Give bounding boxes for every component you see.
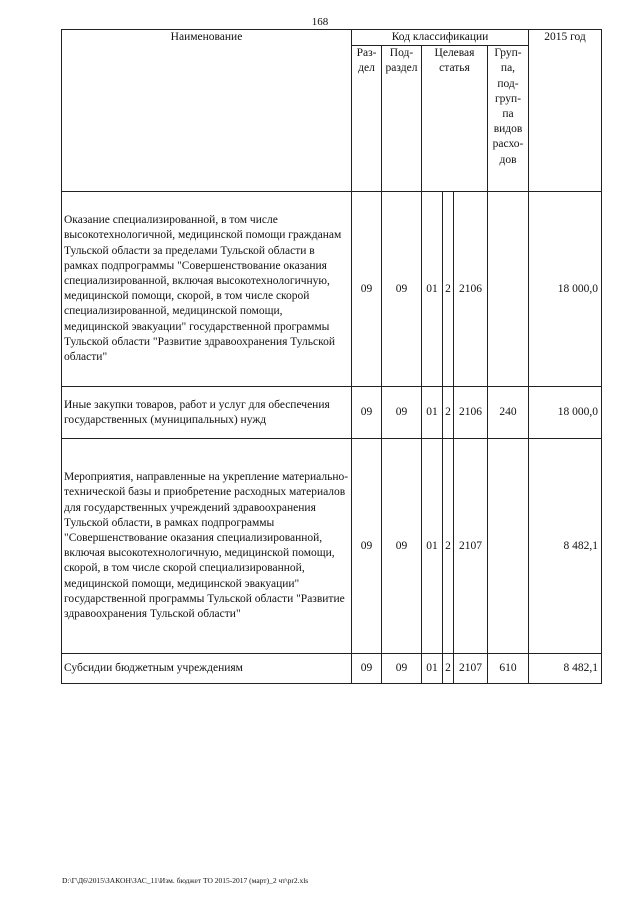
row-podrazdel: 09 <box>382 654 422 684</box>
table-row <box>62 439 602 654</box>
row-cs1: 01 <box>422 439 443 654</box>
table-row <box>62 387 602 439</box>
row-name: Субсидии бюджетным учреждениям <box>62 654 352 684</box>
row-podrazdel: 09 <box>382 387 422 439</box>
row-razdel: 09 <box>352 387 382 439</box>
row-vr: 240 <box>488 387 529 439</box>
row-amount: 8 482,1 <box>529 439 602 654</box>
row-cs3: 2107 <box>454 654 488 684</box>
header-celevaya: Целевая статья <box>422 46 488 192</box>
row-podrazdel: 09 <box>382 192 422 387</box>
row-razdel: 09 <box>352 192 382 387</box>
row-name: Иные закупки товаров, работ и услуг для обеспечения государственных (муниципальных) нужд <box>62 387 352 439</box>
header-classification: Код классификации <box>352 30 529 46</box>
row-razdel: 09 <box>352 654 382 684</box>
row-amount: 8 482,1 <box>529 654 602 684</box>
table-row <box>62 192 602 387</box>
row-razdel: 09 <box>352 439 382 654</box>
row-cs2: 2 <box>443 654 454 684</box>
header-podrazdel: Под- раздел <box>382 46 422 192</box>
row-podrazdel: 09 <box>382 439 422 654</box>
row-cs3: 2106 <box>454 387 488 439</box>
row-cs2: 2 <box>443 387 454 439</box>
row-cs2: 2 <box>443 439 454 654</box>
row-cs1: 01 <box>422 192 443 387</box>
row-amount: 18 000,0 <box>529 387 602 439</box>
row-name: Мероприятия, направленные на укрепление материально-технической базы и приобретение расходных материалов для государственных учреждений здравоохранения Тульской области, в рамках подпрограммы "Совершенствование оказания специализированной, включая высокотехнологичную, медицинской помощи, скорой, в том числе скорой специализированной, медицинской помощи, медицинской эвакуации" государственной программы Тульской области "Развитие здравоохранения Тульской области" <box>62 439 352 654</box>
row-cs3: 2106 <box>454 192 488 387</box>
row-vr <box>488 439 529 654</box>
row-amount: 18 000,0 <box>529 192 602 387</box>
row-cs3: 2107 <box>454 439 488 654</box>
file-path-footer: D:\Г\Д6\2015\ЗАКОН\ЗАС_11\Изм. бюджет ТО 2015-2017 (март)_2 чт\pr2.xls <box>62 876 309 885</box>
row-cs1: 01 <box>422 654 443 684</box>
row-cs1: 01 <box>422 387 443 439</box>
budget-table <box>61 29 602 684</box>
header-gruppa: Груп- па, под- груп- па видов расхо- дов <box>488 46 529 192</box>
header-name: Наименование <box>62 30 352 192</box>
row-cs2: 2 <box>443 192 454 387</box>
row-name: Оказание специализированной, в том числе высокотехнологичной, медицинской помощи гражданам Тульской области за пределами Тульской области в рамках подпрограммы "Совершенствование оказания специализированной, включая высокотехнологичную, медицинской помощи, скорой, в том числе скорой специализированной, медицинской помощи, медицинской эвакуации" государственной программы Тульской области "Развитие здравоохранения Тульской области" <box>62 192 352 387</box>
row-vr: 610 <box>488 654 529 684</box>
table-row <box>62 654 602 684</box>
page-number: 168 <box>311 16 329 28</box>
row-vr <box>488 192 529 387</box>
header-razdel: Раз- дел <box>352 46 382 192</box>
header-year: 2015 год <box>529 30 602 192</box>
